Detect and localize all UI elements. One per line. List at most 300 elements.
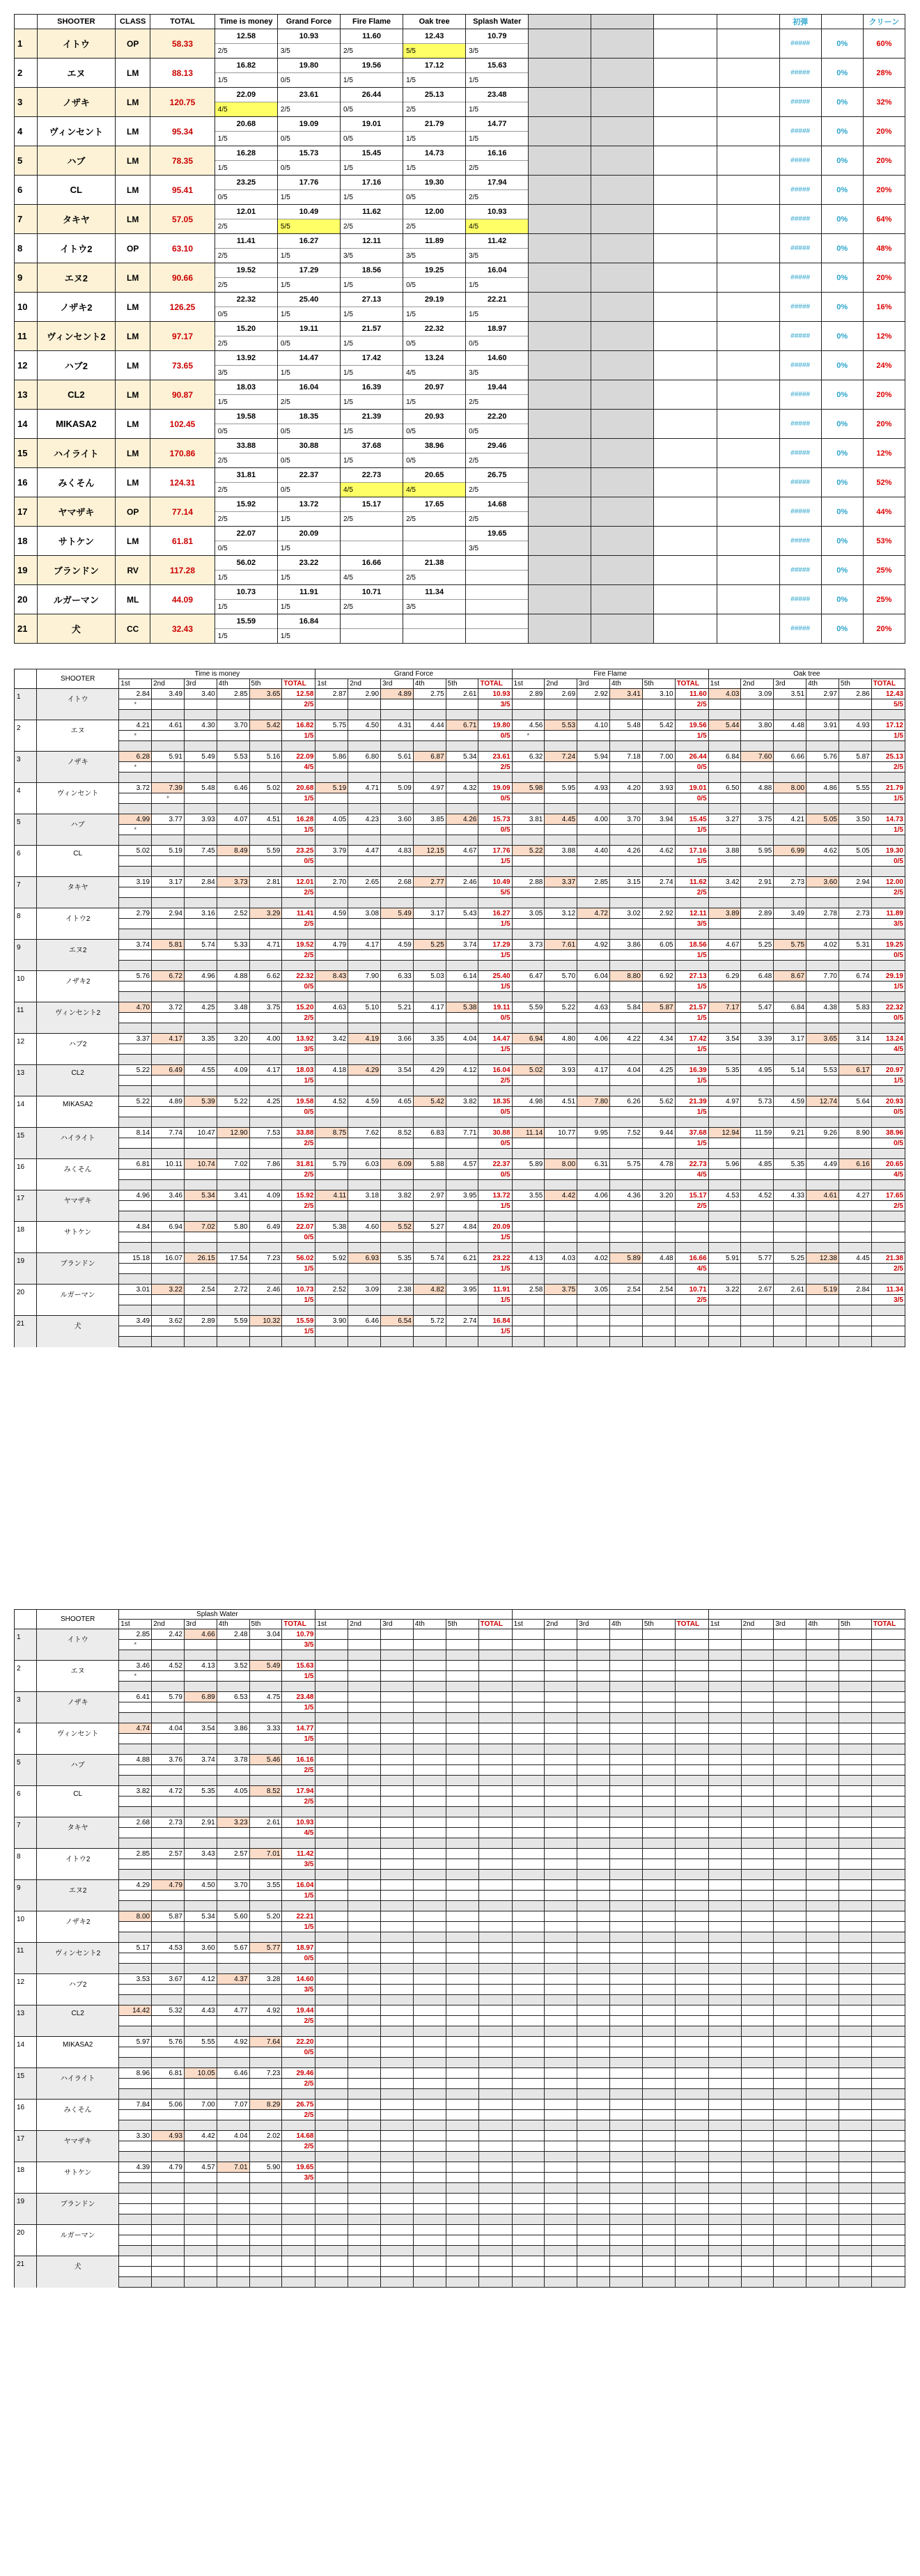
detail-empty-cell [446,2235,478,2246]
detail-string-time: 4.60 [348,1222,381,1232]
detail-spacer-cell [839,2089,872,2100]
detail-spacer-cell [839,1713,872,1723]
stage-time: 17.94 [466,176,529,190]
detail-string-time: 7.52 [609,1128,642,1138]
detail-spacer-cell [446,1901,478,1911]
detail-empty-cell [642,1891,675,1901]
detail-spacer-cell [675,1995,708,2005]
detail-stage-total: 19.56 [675,720,708,731]
detail-row-spacer [15,2120,905,2131]
detail-spacer-cell [446,2089,478,2100]
detail-star [152,981,185,992]
detail-empty-cell [577,1953,610,1964]
detail-empty-cell [741,2141,774,2152]
detail-empty-cell [675,2016,708,2026]
stage-clean-count: 2/5 [403,102,466,117]
detail-star [217,1107,249,1117]
detail-spacer-cell [348,773,381,783]
detail-string-time [545,1222,577,1232]
detail-spacer-cell [348,1713,381,1723]
detail-spacer-cell [348,898,381,908]
detail-row-stars [15,1232,905,1243]
detail-stage-total: 21.38 [871,1253,905,1264]
detail-spacer-cell [315,2214,348,2225]
detail-string-time: 6.04 [577,971,610,981]
detail-spacer-cell [512,1807,545,1817]
stage-clean-count: 2/5 [340,44,403,59]
detail-spacer-cell [806,1838,839,1849]
detail-star [184,1201,217,1211]
detail-spacer-cell [675,1744,708,1755]
detail-spacer-cell [249,2277,282,2288]
detail-spacer-cell [774,1650,806,1661]
detail-star: * [152,793,185,804]
detail-empty-cell [478,1849,512,1859]
detail-string-time: 4.00 [577,814,610,825]
detail-empty-cell [642,2068,675,2079]
detail-string-time: 4.13 [512,1253,545,1264]
detail-star [413,950,446,961]
detail-star [217,731,249,741]
detail-string-time: 2.57 [152,1849,185,1859]
detail-spacer-cell [871,1337,905,1347]
detail-spacer-cell [512,1305,545,1316]
detail-star [381,1232,414,1243]
detail-spacer-cell [839,1932,872,1943]
detail-spacer-cell [806,929,839,940]
detail-star [642,1107,675,1117]
detail-star [446,762,478,773]
detail-spacer-cell [675,2214,708,2225]
clean-rate: 20% [863,176,905,205]
detail-spacer-cell [708,2183,741,2194]
detail-string-time: 4.77 [217,2005,249,2016]
detail-empty-cell [348,1859,381,1870]
stage-time: 19.30 [403,176,466,190]
detail-string-time: 6.17 [839,1065,871,1076]
detail-spacer-cell [446,1995,478,2005]
detail-spacer-cell [545,1086,577,1096]
detail-empty-cell [610,2194,643,2204]
detail-spacer-cell [282,2026,315,2037]
detail-spacer-cell [741,835,774,846]
detail-star [446,1170,478,1180]
detail-string-time [577,1222,610,1232]
summary-header-shooter: SHOOTER [37,15,116,29]
detail-clean-count: 1/5 [871,981,905,992]
summary-row [15,29,905,44]
detail-spacer-cell [577,1337,610,1347]
detail-empty-cell [839,1723,872,1734]
detail-clean-count: 2/5 [282,699,315,710]
detail-empty-cell [478,1922,512,1932]
detail-shooter-number: 2 [15,720,37,752]
detail-empty-cell [577,2173,610,2183]
detail-spacer-cell [642,1713,675,1723]
detail-clean-count: 1/5 [675,1076,708,1086]
detail-string-time: 3.78 [217,1755,249,1765]
stage-time: 19.11 [277,322,340,336]
detail-empty-cell [413,1817,446,1828]
detail-clean-count: 2/5 [871,1201,905,1211]
detail-string-time: 4.70 [119,1002,152,1013]
detail-star [413,1138,446,1149]
detail-spacer-cell [871,2026,905,2037]
detail-star [609,887,642,898]
detail-spacer-cell [512,1149,545,1159]
stage-time: 11.62 [340,205,403,219]
detail-spacer-cell [478,1211,512,1222]
detail-star [806,1170,839,1180]
detail-string-time: 2.46 [446,877,478,887]
detail-empty-cell [610,1702,643,1713]
detail-spacer-cell [478,929,512,940]
detail-shooter-name: イトウ [37,689,119,720]
detail-star [119,1985,152,1995]
detail-spacer-cell [545,929,577,940]
detail-stage-total: 23.25 [282,846,315,856]
detail-star [249,1953,282,1964]
detail-spacer-cell [152,1023,185,1034]
detail-spacer-cell [609,1180,642,1190]
detail-string-time: 6.49 [152,1065,185,1076]
detail-clean-count: 3/5 [478,699,512,710]
detail-string-time: 7.61 [545,940,577,950]
stage-time: 33.88 [215,439,277,453]
detail-empty-cell [839,1797,872,1807]
detail-spacer-cell [512,1901,545,1911]
detail-star [249,1326,282,1337]
stage-clean-count: 1/5 [340,307,403,322]
detail-spacer-cell [741,1243,774,1253]
detail-spacer-cell [675,1964,708,1974]
detail-empty-cell [774,2016,806,2026]
detail-string-time: 5.38 [446,1002,478,1013]
detail-spacer-cell [282,1713,315,1723]
detail-empty-cell [381,1671,414,1682]
detail-spacer-cell [119,1211,152,1222]
detail-spacer-cell [315,835,348,846]
detail-empty-cell [413,1702,446,1713]
detail-empty-cell [708,1692,741,1702]
detail-empty-cell [871,1765,905,1776]
detail-star [184,1107,217,1117]
detail-empty-cell [774,2068,806,2079]
gray-cell [529,410,591,439]
detail-spacer-cell [609,804,642,814]
detail-spacer-cell [871,961,905,971]
detail-spacer-cell [184,2277,217,2288]
detail-empty-cell [446,2047,478,2058]
detail-string-time: 2.97 [806,689,839,699]
detail-spacer-cell [413,1117,446,1128]
detail-row [15,2225,905,2235]
detail-spacer-cell [675,2120,708,2131]
detail-row-stars [15,1201,905,1211]
stage-time: 15.59 [215,614,277,629]
detail-empty-cell [478,2256,512,2267]
detail-spacer-cell [741,1117,774,1128]
detail-string-time: 6.54 [381,1316,414,1326]
detail-string-time: 2.54 [609,1285,642,1295]
detail-empty-cell [708,2173,741,2183]
detail-spacer-cell [217,992,249,1002]
detail-spacer-cell [348,1180,381,1190]
detail-empty-cell [348,2110,381,2120]
detail-star [249,2235,282,2246]
detail-empty-cell [381,1943,414,1953]
detail-empty-cell [642,2100,675,2110]
detail-spacer-cell [871,1305,905,1316]
detail-star [119,1076,152,1086]
detail-empty-cell [675,2162,708,2173]
detail-string-time: 5.22 [119,1096,152,1107]
stage-time: 16.28 [215,146,277,161]
detail-string-time: 9.44 [642,1128,675,1138]
detail-empty-cell [315,1797,348,1807]
detail-empty-cell [478,2141,512,2152]
detail-spacer-cell [348,1744,381,1755]
detail-star [741,1295,774,1305]
detail-spacer-cell [708,2152,741,2162]
stage-time [466,556,529,571]
detail-star [512,793,545,804]
detail-spacer-cell [478,1713,512,1723]
stage-time: 11.91 [277,585,340,600]
detail-star [806,1295,839,1305]
detail-spacer-cell [315,898,348,908]
detail-star [741,731,774,741]
detail-empty-cell [348,1880,381,1891]
detail-spacer-cell [577,992,610,1002]
detail-spacer-cell [152,1305,185,1316]
stage-time: 10.93 [466,205,529,219]
detail-empty-cell [577,1859,610,1870]
detail-star [545,1013,577,1023]
detail-empty-cell [610,2162,643,2173]
detail-star [381,981,414,992]
detail-row-stars [15,1671,905,1682]
detail-star [545,1107,577,1117]
detail-string-time: 5.19 [315,783,348,793]
detail-spacer-cell [545,1964,577,1974]
detail-empty-cell [610,1911,643,1922]
detail-star [249,1985,282,1995]
detail-spacer-cell [217,1776,249,1786]
stage-clean-count: 1/5 [340,395,403,410]
detail-spacer-cell [577,1682,610,1692]
stage-time: 10.93 [277,29,340,44]
detail-clean-count: 4/5 [675,1170,708,1180]
detail-spacer-cell [119,2183,152,2194]
detail-clean-count: 2/5 [282,2079,315,2089]
detail-star [217,950,249,961]
detail-string-time: 4.42 [545,1190,577,1201]
detail-star [774,1170,806,1180]
detail-empty-cell [741,2037,774,2047]
detail-spacer-cell [249,1023,282,1034]
detail-row-spacer [15,2058,905,2068]
first-shot-percent: 0% [821,556,863,585]
detail-empty-cell [806,1817,839,1828]
detail-string-time: 7.23 [249,2068,282,2079]
detail-empty-cell [806,1974,839,1985]
detail-empty-cell [708,1797,741,1807]
detail-empty-cell [806,1911,839,1922]
detail-empty-cell [512,1911,545,1922]
detail-star [741,887,774,898]
stage-time: 15.63 [466,59,529,73]
detail-row [15,2100,905,2110]
detail-spacer-cell [839,1337,871,1347]
detail-string-time: 6.46 [348,1316,381,1326]
detail-string-time: 5.27 [413,1222,446,1232]
detail-empty-cell [708,2047,741,2058]
blank-cell [717,29,779,59]
shooter-total: 58.33 [150,29,215,59]
detail-spacer-cell [478,773,512,783]
blank-cell [717,146,779,176]
detail-star [217,1671,249,1682]
detail-spacer-cell [774,741,806,752]
detail-empty-cell [839,1859,872,1870]
detail-row-spacer [15,1807,905,1817]
first-shot-value: ##### [779,146,821,176]
detail-spacer-cell [478,1337,512,1347]
detail-spacer-cell [512,1964,545,1974]
detail-empty-cell [577,1723,610,1734]
stage-clean-count: 2/5 [215,219,277,234]
stage-time: 30.88 [277,439,340,453]
detail-spacer-cell [774,1337,806,1347]
detail-empty-cell [839,2162,872,2173]
detail-spacer-cell [806,1901,839,1911]
detail-sub-header: 3rd [184,679,217,689]
detail-clean-count: 0/5 [871,1107,905,1117]
detail-spacer-cell [675,1776,708,1786]
detail-empty-cell [381,1985,414,1995]
detail-empty-cell [806,1922,839,1932]
detail-spacer-cell [741,1023,774,1034]
gray-cell [591,527,654,556]
detail-spacer-cell [413,1180,446,1190]
detail-spacer-cell [478,1086,512,1096]
detail-empty-cell [642,1640,675,1650]
detail-row-spacer [15,1149,905,1159]
clean-rate: 48% [863,234,905,263]
detail-spacer-cell [217,1713,249,1723]
detail-string-time: 5.53 [806,1065,839,1076]
shooter-total: 170.86 [150,439,215,468]
detail-empty-cell [315,2047,348,2058]
detail-spacer-cell [774,2120,806,2131]
detail-string-time: 7.02 [217,1159,249,1170]
detail-empty-cell [348,2225,381,2235]
detail-stage-total: 10.79 [282,1629,315,1640]
detail-string-time: 10.11 [152,1159,185,1170]
detail-star [217,856,249,867]
detail-empty-cell [708,1734,741,1744]
detail-empty-cell [675,2131,708,2141]
detail-empty-cell [741,2256,774,2267]
detail-spacer-cell [217,2058,249,2068]
detail-spacer-cell [184,2026,217,2037]
detail-spacer-cell [512,1682,545,1692]
detail-string-time [774,1316,806,1326]
detail-clean-count: 1/5 [282,1734,315,1744]
detail-star [774,1295,806,1305]
detail-spacer-cell [708,1901,741,1911]
detail-string-time: 5.86 [315,752,348,762]
detail-string-time: 5.35 [708,1065,741,1076]
detail-spacer-cell [741,2214,774,2225]
detail-string-time [119,2256,152,2267]
detail-shooter-name: ハブ [37,1755,119,1786]
detail-sub-header: 1st [708,679,741,689]
detail-string-time: 4.25 [184,1002,217,1013]
detail-star [119,2204,152,2214]
detail-spacer-cell [577,1149,610,1159]
detail-stage-total: 11.89 [871,908,905,919]
detail-string-time [642,1222,675,1232]
detail-string-time [119,2225,152,2235]
detail-empty-cell [315,2194,348,2204]
detail-sub-header: 4th [217,1620,249,1629]
detail-empty-cell [413,1974,446,1985]
detail-spacer-cell [348,1117,381,1128]
detail-string-time: 4.88 [741,783,774,793]
detail-string-time: 5.73 [741,1096,774,1107]
detail-spacer-cell [512,1055,545,1065]
detail-empty-cell [315,2100,348,2110]
detail-spacer-cell [545,1901,577,1911]
detail-empty-cell [545,1891,577,1901]
detail-spacer-cell [839,1180,871,1190]
detail-empty-cell [642,1797,675,1807]
detail-sub-header: TOTAL [871,1620,905,1629]
detail-empty-cell [610,1786,643,1797]
detail-spacer-cell [545,1838,577,1849]
detail-empty-cell [708,2204,741,2214]
detail-empty-cell [478,1734,512,1744]
detail-star: * [119,731,152,741]
detail-star [217,1953,249,1964]
detail-star [806,1013,839,1023]
detail-string-time: 6.84 [708,752,741,762]
detail-spacer-cell [282,2246,315,2256]
blank-cell [654,293,717,322]
detail-empty-cell [446,1943,478,1953]
detail-stage-total: 12.11 [675,908,708,919]
detail-spacer-cell [871,1023,905,1034]
detail-spacer-cell [184,2058,217,2068]
detail-stage-total: 10.73 [282,1285,315,1295]
blank-cell [717,88,779,117]
detail-star [741,856,774,867]
detail-string-time: 3.93 [545,1065,577,1076]
detail-string-time: 2.52 [315,1285,348,1295]
detail-empty-cell [348,2194,381,2204]
detail-string-time: 12.90 [217,1128,249,1138]
detail-star [315,856,348,867]
detail-row [15,2068,905,2079]
detail-spacer-cell [806,961,839,971]
detail-star [249,1013,282,1023]
detail-row-spacer [15,1995,905,2005]
detail-spacer-cell [642,1243,675,1253]
detail-string-time: 3.01 [119,1285,152,1295]
detail-empty-cell [348,1797,381,1807]
